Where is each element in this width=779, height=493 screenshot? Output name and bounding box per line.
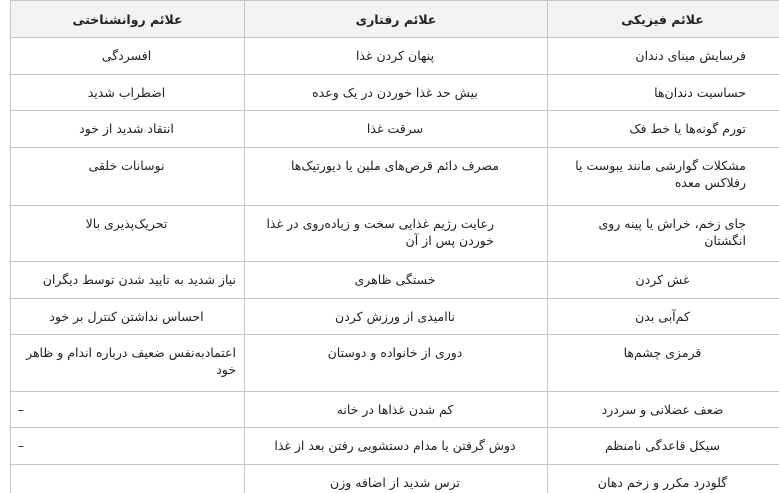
cell-physical: قرمزی چشم‌ها bbox=[548, 335, 779, 392]
cell-physical: غش کردن bbox=[548, 262, 779, 299]
cell-physical: جای زخم، خراش یا پینه روی انگشتان bbox=[548, 206, 779, 262]
cell-physical: تورم گونه‌ها یا خط فک bbox=[548, 111, 779, 148]
cell-psychological bbox=[11, 428, 245, 465]
cell-behavioral: مصرف دائم قرص‌های ملین یا دیورتیک‌ها bbox=[245, 148, 548, 206]
cell-psychological: اعتمادبه‌نفس ضعیف درباره اندام و ظاهر خود bbox=[11, 335, 245, 392]
cell-physical: ضعف عضلانی و سردرد bbox=[548, 392, 779, 428]
cell-psychological: احساس نداشتن کنترل بر خود bbox=[11, 299, 245, 335]
cell-physical: حساسیت دندان‌ها bbox=[548, 75, 779, 111]
header-behavioral-symptoms: علائم رفتاری bbox=[245, 1, 548, 38]
cell-behavioral: پنهان کردن غذا bbox=[245, 38, 548, 75]
table-row bbox=[11, 111, 779, 148]
table-row bbox=[11, 206, 779, 262]
table-row bbox=[11, 148, 779, 206]
cell-physical: گلودرد مکرر و زخم دهان bbox=[548, 465, 779, 493]
table-row bbox=[11, 75, 779, 111]
header-psychological-symptoms: علائم روانشناختی bbox=[11, 1, 245, 38]
cell-psychological: تحریک‌پذیری بالا bbox=[11, 206, 245, 262]
symptoms-table bbox=[10, 0, 779, 493]
cell-psychological: انتقاد شدید از خود bbox=[11, 111, 245, 148]
empty-dash: – bbox=[17, 438, 25, 453]
table-row bbox=[11, 262, 779, 299]
cell-physical: کم‌آبی بدن bbox=[548, 299, 779, 335]
cell-behavioral: دوری از خانواده و دوستان bbox=[245, 335, 548, 392]
table-row bbox=[11, 335, 779, 392]
cell-behavioral: ترس شدید از اضافه وزن bbox=[245, 465, 548, 493]
cell-behavioral: رعایت رژیم غذایی سخت و زیاده‌روی در غذا خوردن پس از آن bbox=[245, 206, 548, 262]
cell-behavioral: سرقت غذا bbox=[245, 111, 548, 148]
cell-psychological: اضطراب شدید bbox=[11, 75, 245, 111]
cell-psychological bbox=[11, 465, 245, 493]
table-row bbox=[11, 428, 779, 465]
table-row bbox=[11, 392, 779, 428]
cell-behavioral: ناامیدی از ورزش کردن bbox=[245, 299, 548, 335]
cell-physical: فرسایش مینای دندان bbox=[548, 38, 779, 75]
header-physical-symptoms: علائم فیزیکی bbox=[548, 1, 779, 38]
cell-behavioral: دوش گرفتن یا مدام دستشویی رفتن بعد از غذا bbox=[245, 428, 548, 465]
cell-psychological: افسردگی bbox=[11, 38, 245, 75]
table-row bbox=[11, 299, 779, 335]
table-header-row bbox=[11, 1, 779, 38]
empty-dash: – bbox=[17, 402, 25, 417]
cell-behavioral: بیش حد غذا خوردن در یک وعده bbox=[245, 75, 548, 111]
table-row bbox=[11, 465, 779, 493]
cell-behavioral: کم شدن غذاها در خانه bbox=[245, 392, 548, 428]
cell-physical: سیکل قاعدگی نامنظم bbox=[548, 428, 779, 465]
cell-psychological: نیاز شدید به تایید شدن توسط دیگران bbox=[11, 262, 245, 299]
cell-behavioral: خستگی ظاهری bbox=[245, 262, 548, 299]
cell-psychological bbox=[11, 392, 245, 428]
table-row bbox=[11, 38, 779, 75]
cell-physical: مشکلات گوارشی مانند یبوست یا رفلاکس معده bbox=[548, 148, 779, 206]
cell-psychological: نوسانات خلقی bbox=[11, 148, 245, 206]
